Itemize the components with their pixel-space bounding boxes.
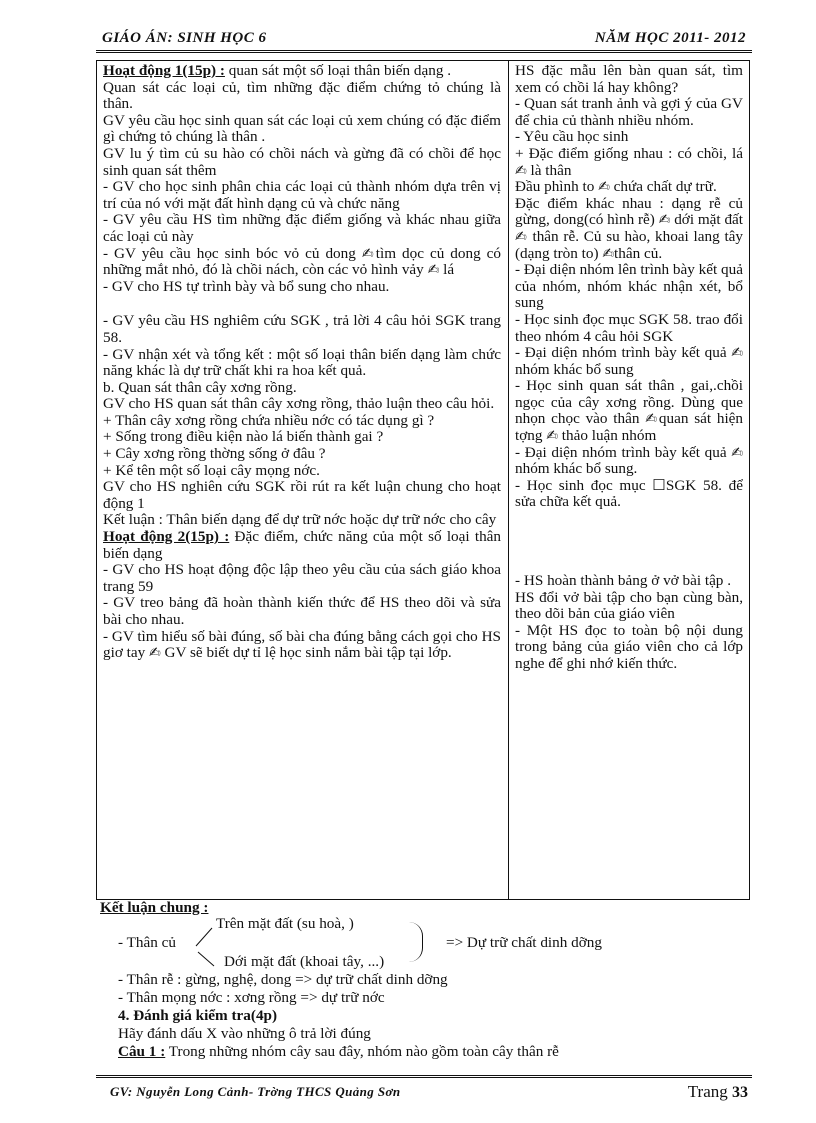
hand-arrow-icon: ✍ [515, 162, 527, 179]
hand-arrow-icon: ✍ [731, 345, 743, 362]
top-branch: Trên mặt đất (su hoà, ) [216, 915, 354, 932]
text-paragraph: HS đổi vở bài tập cho bạn cùng bàn, theo dõi bản của giáo viên [515, 588, 743, 623]
hand-arrow-icon: ✍ [598, 179, 610, 196]
text-paragraph: - Đại diện nhóm trình bày kết quả ✍nhóm khác bổ sung. [515, 443, 743, 478]
hand-arrow-icon: ✍ [645, 411, 659, 428]
text-paragraph: - GV yêu cầu HS nghiêm cứu SGK , trả lời 4 câu hỏi SGK trang 58. [103, 312, 501, 346]
text-paragraph: GV cho HS nghiên cứu SGK rồi rút ra kết luận chung cho hoạt động 1 [103, 478, 501, 512]
hand-arrow-icon: ✍ [515, 228, 528, 245]
text-paragraph: Đầu phình to ✍ chứa chất dự trữ. [515, 178, 717, 196]
conclusion-line: - Thân rễ : gừng, nghệ, dong => dự trữ chất dinh dỡng [118, 971, 448, 988]
checkbox-icon: ☐ [652, 476, 666, 494]
hand-arrow-icon: ✍ [602, 245, 615, 262]
page-footer [96, 1082, 752, 1104]
conclusion-paragraph: Kết luận : Thân biến dạng để dự trữ nớc hoặc dự trữ nớc cho cây [103, 511, 497, 529]
question-1: Câu 1 : Trong những nhóm cây sau đây, nhóm nào gồm toàn cây thân rễ [118, 1043, 559, 1060]
text-paragraph: - GV cho HS hoạt động độc lập theo yêu cầu của sách giáo khoa trang 59 [103, 561, 501, 595]
text-paragraph: - GV tìm hiểu số bài đúng, số bài cha đúng bằng cách gọi cho HS giơ tay ✍ GV sẽ biết dự tỉ lệ học sinh nắm bài tập tại lớp. [103, 627, 501, 662]
hand-arrow-icon: ✍ [546, 428, 558, 445]
text-paragraph: - Học sinh đọc mục SGK 58. trao đổi theo nhóm 4 câu hỏi SGK [515, 310, 743, 345]
than-cu-label: - Thân củ [118, 934, 176, 951]
text-paragraph: - GV treo bảng đã hoàn thành kiến thức để HS theo dõi và sửa bài cho nhau. [103, 594, 501, 628]
page-header [96, 30, 752, 50]
header-school-year: NĂM HỌC 2011- 2012 [594, 30, 746, 46]
page-number: Trang 33 [687, 1082, 748, 1101]
text-paragraph: - GV yêu cầu học sinh bóc vỏ củ dong ✍tìm dọc củ dong có những mắt nhỏ, đó là chồi nách, còn các vỏ hình vảy ✍ lá [103, 244, 501, 279]
text-paragraph: - GV yêu cầu HS tìm những đặc điểm giống và khác nhau giữa các loại củ này [103, 211, 501, 245]
text-paragraph: - Đại diện nhóm lên trình bày kết quả của nhóm, nhóm khác nhận xét, bổ sung [515, 261, 743, 312]
text-paragraph: + Đặc điểm giống nhau : có chồi, lá ✍ là thân [515, 144, 743, 179]
text-paragraph: HS đặc mẫu lên bàn quan sát, tìm xem có chồi lá hay không? [515, 62, 743, 96]
text-paragraph: - GV cho HS tự trình bày và bổ sung cho nhau. [103, 277, 390, 295]
text-paragraph: Quan sát các loại củ, tìm những đặc điểm chứng tỏ chúng là thân. [103, 78, 501, 113]
activity-1-heading: Hoạt động 1(15p) : quan sát một số loại thân biến dạng . [103, 62, 452, 79]
text-paragraph: - Một HS đọc to toàn bộ nội dung trong bảng của giáo viên cho cả lớp nghe để ghi nhớ kiến thức. [515, 621, 743, 672]
text-paragraph: - Đại diện nhóm trình bày kết quả ✍nhóm khác bổ sung [515, 344, 743, 378]
text-paragraph: - GV nhận xét và tổng kết : một số loại thân biến dạng làm chức năng khác là dự trữ chất khi ra hoa kết quả. [103, 345, 501, 380]
conclusion-line: - Thân mọng nớc : xơng rồng => dự trữ nớc [118, 989, 385, 1006]
column-divider [508, 61, 509, 899]
text-paragraph: - Quan sát tranh ảnh và gợi ý của GV để chia củ thành nhiều nhóm. [515, 95, 743, 129]
hand-arrow-icon: ✍ [658, 212, 671, 229]
branch-result: => Dự trữ chất dinh dỡng [446, 934, 602, 951]
hand-arrow-icon: ✍ [149, 645, 161, 662]
text-paragraph: Đặc điểm khác nhau : dạng rễ củ gừng, dong(có hình rễ) ✍ dới mặt đất ✍ thân rễ. Củ su hào, khoai lang tây (dạng tròn to) ✍thân củ. [515, 194, 743, 262]
text-paragraph: - Học sinh quan sát thân , gai,.chồi ngọc của cây xơng rồng. Dùng que nhọn chọc vào thân ✍quan sát hiện tợng ✍ thảo luận nhóm [515, 377, 744, 445]
question-item: + Kể tên một số loại cây mọng nớc. [103, 461, 320, 479]
hand-arrow-icon: ✍ [427, 262, 440, 279]
text-paragraph: GV yêu cầu học sinh quan sát các loại củ xem chúng có đặc điểm gì chứng tỏ chúng là thân . [103, 111, 501, 146]
hand-arrow-icon: ✍ [731, 444, 743, 461]
brace [408, 922, 423, 962]
activity-2-heading: Hoạt động 2(15p) : Đặc điểm, chức năng của một số loại thân biến dạng [103, 528, 501, 562]
question-item: + Thân cây xơng rồng chứa nhiều nớc có tác dụng gì ? [103, 411, 435, 429]
text-paragraph: GV lu ý tìm củ su hào có chồi nách và gừng đã có chồi để học sinh quan sát thêm [103, 144, 501, 179]
fork-lines [194, 922, 216, 968]
header-rule [96, 50, 752, 53]
text-paragraph: - Yêu cầu học sinh [515, 128, 629, 146]
lesson-table [96, 60, 750, 900]
bottom-branch: Dới mặt đất (khoai tây, ...) [224, 953, 385, 970]
conclusion-title: Kết luận chung : [100, 899, 209, 916]
teacher-activities-column [103, 63, 501, 662]
footer-rule [96, 1075, 752, 1078]
hand-arrow-icon: ✍ [361, 245, 376, 262]
question-item: + Sống trong điều kiện nào lá biến thành gai ? [103, 428, 384, 446]
text-paragraph: - HS hoàn thành bảng ở vở bài tập . [515, 572, 731, 590]
question-item: + Cây xơng rồng thờng sống ở đâu ? [103, 445, 326, 463]
text-paragraph: - Học sinh đọc mục ☐SGK 58. để sửa chữa kết quả. [515, 476, 743, 511]
footer-teacher: GV: Nguyễn Long Cảnh- Trờng THCS Quảng Sơn [110, 1084, 401, 1099]
instruction-text: Hãy đánh dấu X vào những ô trả lời đúng [118, 1025, 371, 1042]
text-paragraph: GV cho HS quan sát thân cây xơng rồng, thảo luận theo câu hỏi. [103, 395, 495, 413]
text-paragraph: - GV cho học sinh phân chia các loại củ thành nhóm dựa trên vị trí của nó với mặt đất hình dạng củ và chức năng [103, 178, 501, 212]
header-subject: GIÁO ÁN: SINH HỌC 6 [102, 30, 267, 46]
subsection-heading: b. Quan sát thân cây xơng rồng. [103, 378, 297, 396]
student-activities-column [515, 63, 743, 673]
section-heading: 4. Đánh giá kiểm tra(4p) [118, 1007, 278, 1024]
